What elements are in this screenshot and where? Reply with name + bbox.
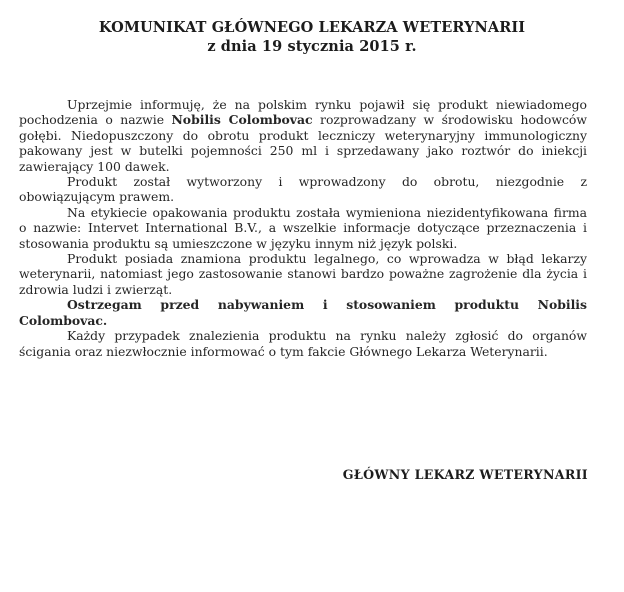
paragraph-warning: Ostrzegam przed nabywaniem i stosowaniem produktu Nobilis Colombovac. <box>19 297 587 328</box>
document-body <box>19 97 587 359</box>
signature: GŁÓWNY LEKARZ WETERYNARII <box>342 467 588 482</box>
product-name: Nobilis Colombovac <box>171 112 313 128</box>
paragraph-intro-text-end: rozprowadzany w środowisku hodowców gołębi. Niedopuszczony do obrotu produkt leczniczy weterynaryjny immunologiczny pakowany jest w butelki pojemności 250 ml i sprzedawany jako roztwór do iniekcji zawierający 100 dawek. <box>19 112 587 174</box>
paragraph-report: Każdy przypadek znalezienia produktu na rynku należy zgłosić do organów ścigania oraz niezwłocznie informować o tym fakcie Głównego Lekarza Weterynarii. <box>19 328 587 359</box>
paragraph-intro <box>19 97 587 174</box>
paragraph-label: Na etykiecie opakowania produktu została wymieniona niezidentyfikowana firma o nazwie: Intervet International B.V., a wszelkie informacje dotyczące przeznaczenia i stosowania produktu są umieszczone w języku innym niż język polski. <box>19 204 587 251</box>
document-title: KOMUNIKAT GŁÓWNEGO LEKARZA WETERYNARII <box>98 19 526 36</box>
paragraph-illegal: Produkt został wytworzony i wprowadzony do obrotu, niezgodnie z obowiązującym prawem. <box>19 174 587 205</box>
document-date: z dnia 19 stycznia 2015 r. <box>207 38 417 55</box>
paragraph-intro-text-start: Uprzejmie informuję, że na polskim rynku pojawił się produkt niewiadomego pochodzenia o nazwie <box>19 97 587 128</box>
paragraph-risk: Produkt posiada znamiona produktu legalnego, co wprowadza w błąd lekarzy weterynarii, natomiast jego zastosowanie stanowi bardzo poważne zagrożenie dla życia i zdrowia ludzi i zwierząt. <box>19 251 587 297</box>
